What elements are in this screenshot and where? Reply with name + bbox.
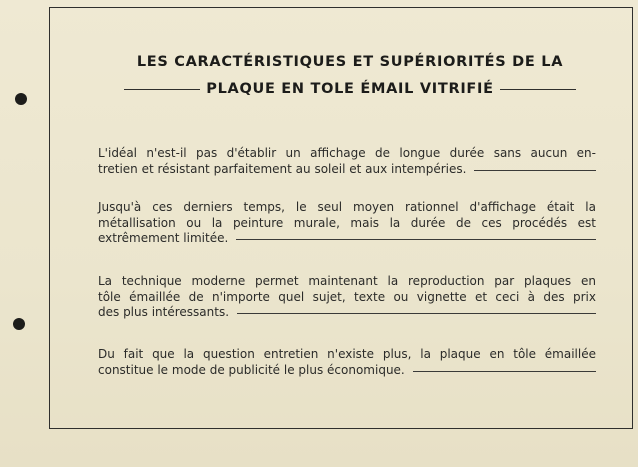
paragraph-2 bbox=[98, 200, 596, 247]
paragraph-last-line bbox=[98, 162, 596, 178]
paragraph-line: tôle émaillée de n'importe quel sujet, texte ou vignette et ceci à des prix bbox=[98, 289, 596, 304]
paragraph-last-line bbox=[98, 305, 596, 321]
paragraph-line: extrêmement limitée. bbox=[98, 231, 229, 245]
paragraph-4 bbox=[98, 347, 596, 378]
paragraph-last-line bbox=[98, 231, 596, 247]
heading-line-1: LES CARACTÉRISTIQUES ET SUPÉRIORITÉS DE LA bbox=[136, 54, 564, 70]
paragraph-line: Jusqu'à ces derniers temps, le seul moyen rationnel d'affichage était la bbox=[98, 200, 596, 214]
paragraph-line: La technique moderne permet maintenant la reproduction par plaques en bbox=[98, 274, 596, 288]
binder-hole-bottom bbox=[13, 318, 25, 330]
paragraph-line: des plus intéressants. bbox=[98, 305, 230, 319]
line-filler-rule bbox=[236, 239, 596, 240]
paragraph-line: tretien et résistant parfaitement au soleil et aux intempéries. bbox=[98, 161, 467, 176]
line-filler-rule bbox=[237, 313, 596, 314]
paragraph-1 bbox=[98, 146, 596, 177]
paragraph-line: métallisation ou la peinture murale, mais la durée de ces procédés est bbox=[98, 215, 596, 230]
paragraph-line: constitue le mode de publicité le plus économique. bbox=[98, 362, 405, 377]
heading-rule-left bbox=[124, 89, 200, 90]
line-filler-rule bbox=[474, 170, 596, 171]
heading-line-2-text: PLAQUE EN TOLE ÉMAIL VITRIFIÉ bbox=[206, 81, 494, 97]
paragraph-line: L'idéal n'est-il pas d'établir un affichage de longue durée sans aucun en- bbox=[98, 146, 596, 160]
paragraph-last-line bbox=[98, 363, 596, 379]
binder-hole-top bbox=[15, 93, 27, 105]
paragraph-3 bbox=[98, 274, 596, 321]
line-filler-rule bbox=[413, 371, 596, 372]
paragraph-line: Du fait que la question entretien n'existe plus, la plaque en tôle émaillée bbox=[98, 347, 596, 361]
heading-rule-right bbox=[500, 89, 576, 90]
heading-line-2 bbox=[56, 81, 638, 97]
